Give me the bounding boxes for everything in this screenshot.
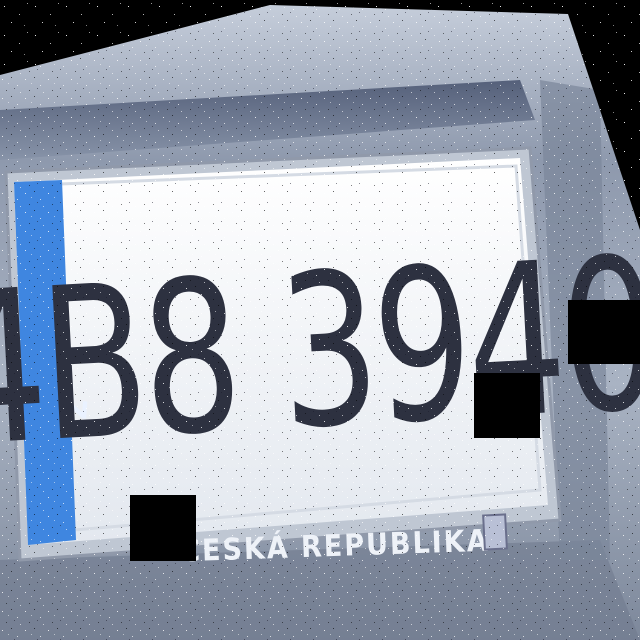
occlusion-patch <box>130 495 196 561</box>
occlusion-patch <box>474 373 540 438</box>
occlusion-patch <box>568 300 640 364</box>
